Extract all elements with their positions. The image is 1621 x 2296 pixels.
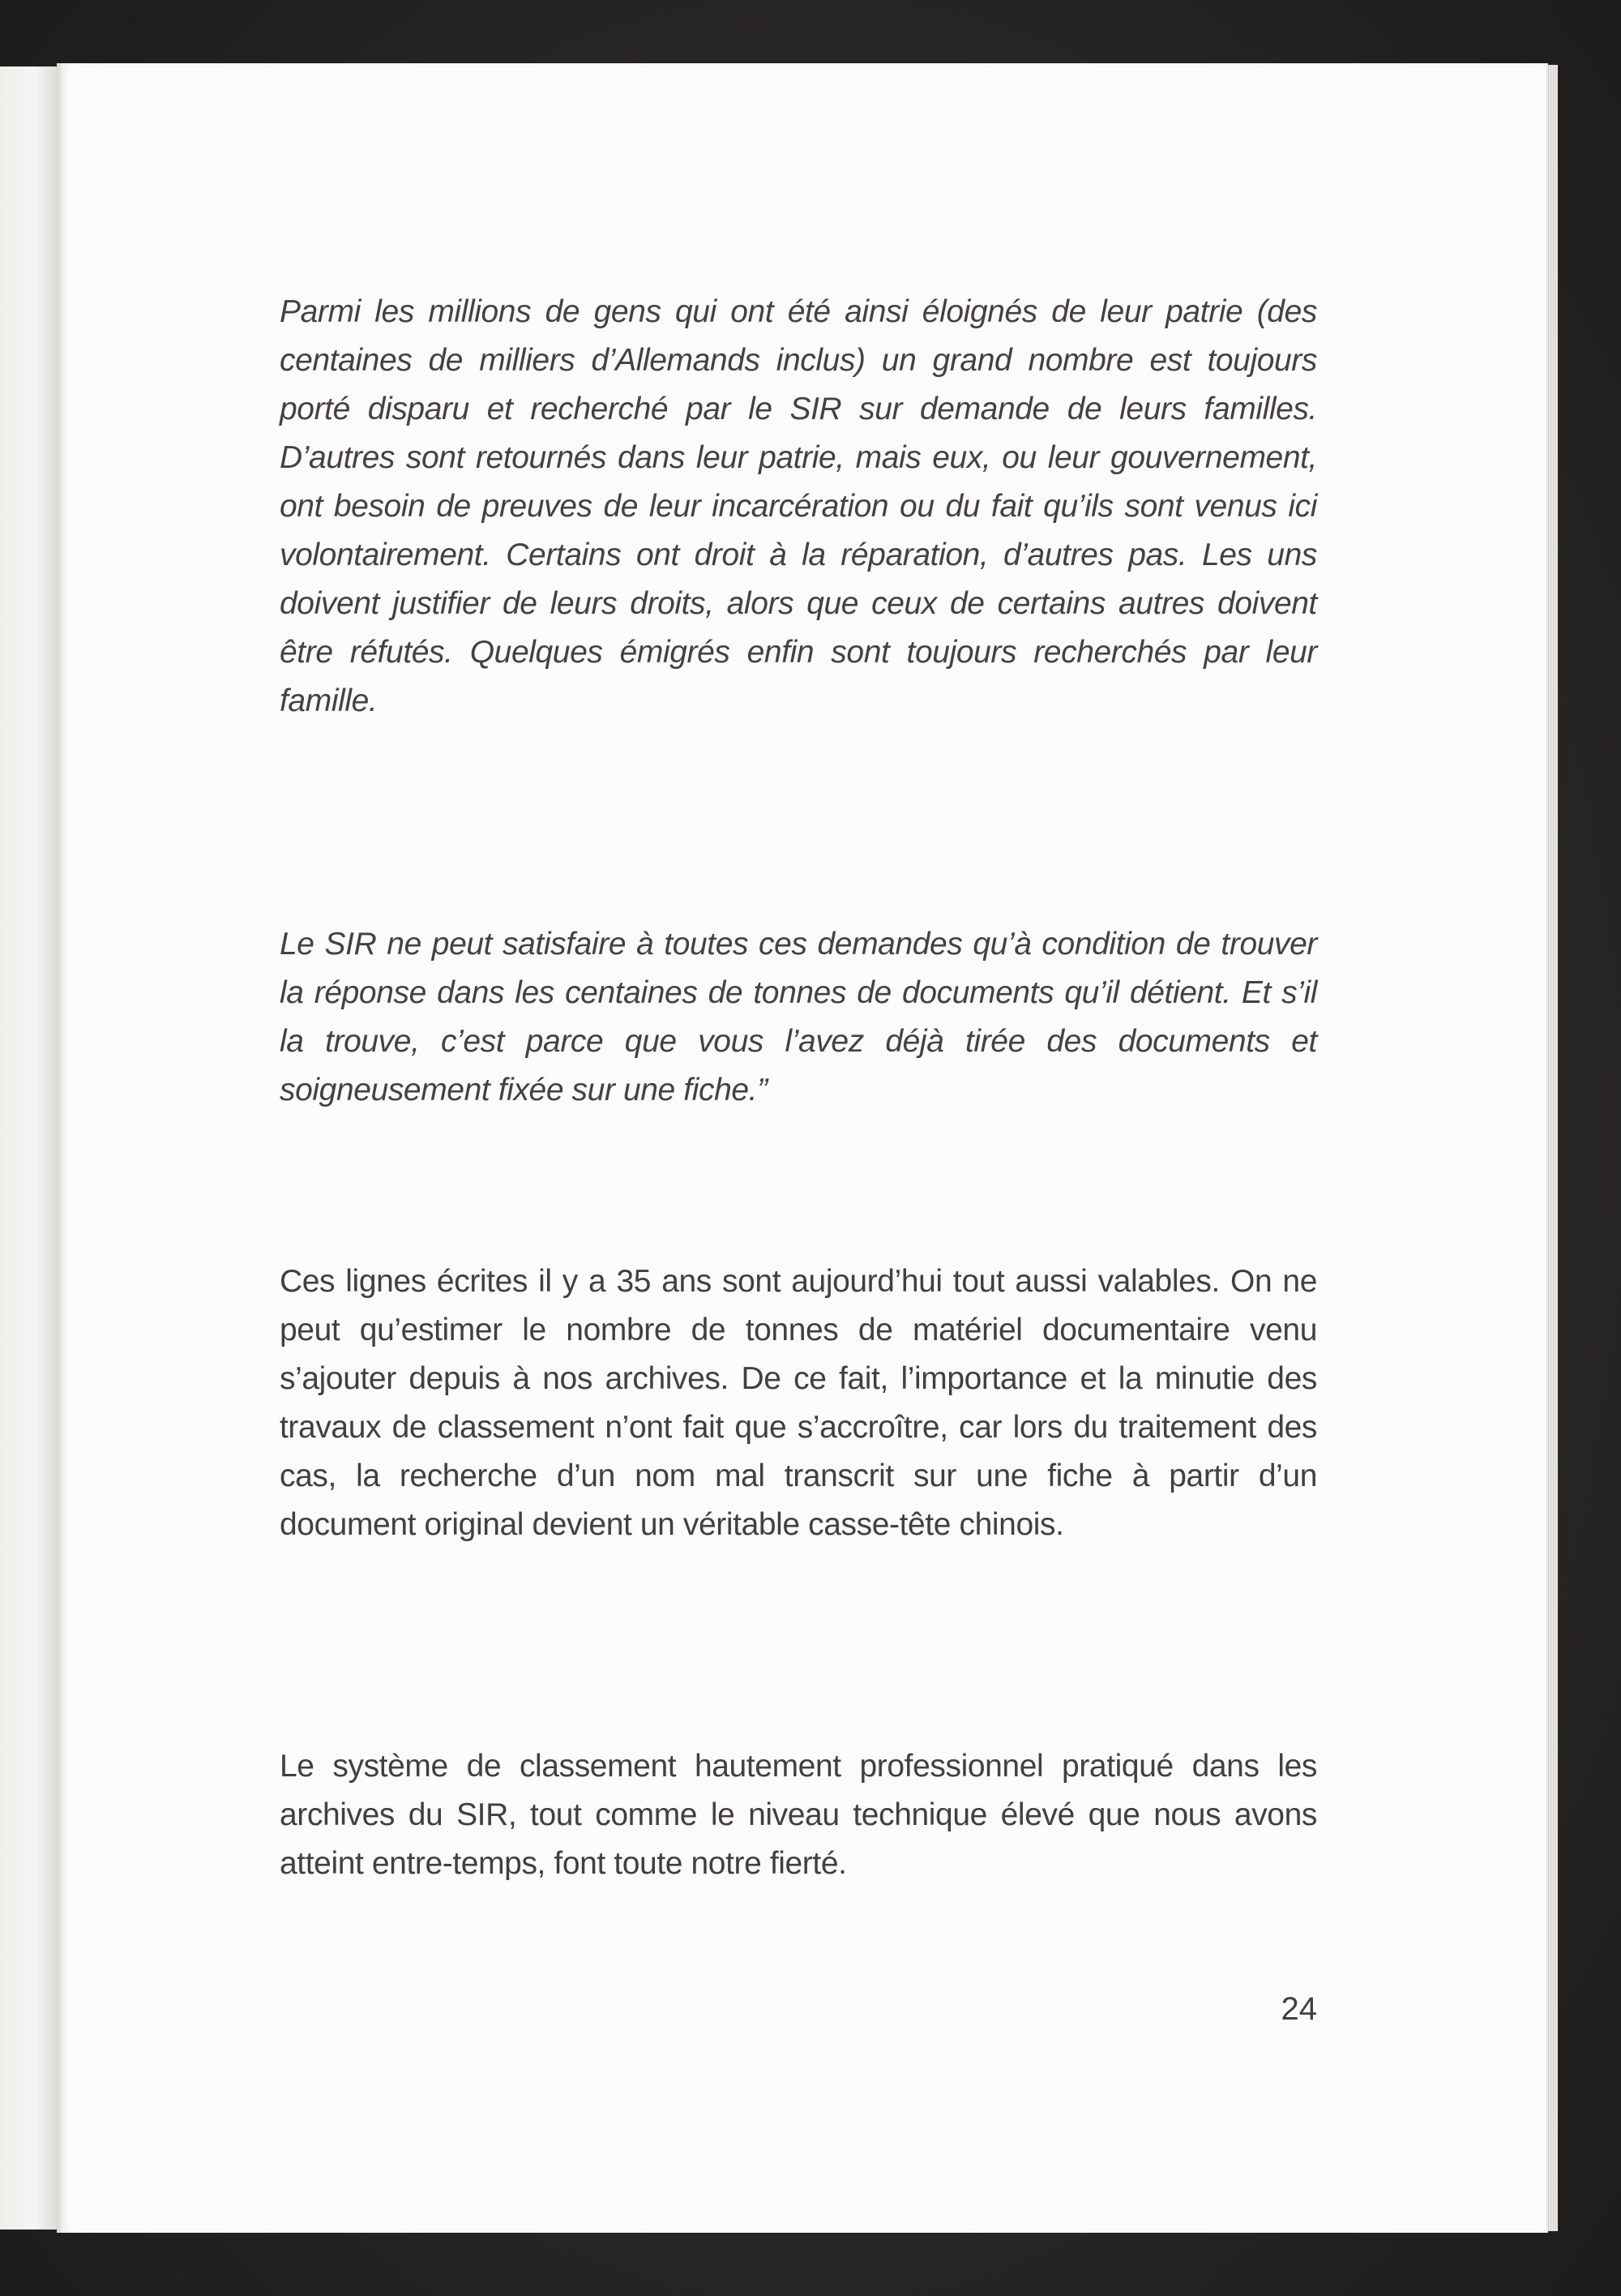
adjacent-page-edge [0, 66, 58, 2230]
page-stack-edge [1546, 65, 1558, 2231]
quote-paragraph-1: Parmi les millions de gens qui ont été ainsi éloignés de leur patrie (des centaines de milliers d’Allemands inclus) un grand nombre est toujours porté disparu et recherché par le SIR sur demande de leurs familles. D’autres sont retournés dans leur patrie, mais eux, ou leur gouvernement, ont besoin de preuves de leur incarcération ou du fait qu’ils sont venus ici volontairement. Certains ont droit à la réparation, d’autres pas. Les uns doivent justifier de leurs droits, alors que ceux de certains autres doivent être réfutés. Quelques émigrés enfin sont toujours recherchés par leur famille. [280, 294, 1317, 718]
body-paragraph-2: Le système de classement hautement professionnel pratiqué dans les archives du SIR, tout comme le niveau technique élevé que nous avons atteint entre-temps, font toute notre fierté. [280, 1749, 1317, 1881]
quote-paragraph-2: Le SIR ne peut satisfaire à toutes ces demandes qu’à condition de trouver la réponse dans les centaines de tonnes de documents qu’il détient. Et s’il la trouve, c’est parce que vous l’avez déjà tirée des documents et soigneusement fixée sur une fiche.” [280, 927, 1317, 1107]
page-number: 24 [1281, 1991, 1317, 2027]
body-paragraph-1: Ces lignes écrites il y a 35 ans sont aujourd’hui tout aussi valables. On ne peut qu’estimer le nombre de tonnes de matériel documentaire venu s’ajouter depuis à nos archives. De ce fait, l’importance et la minutie des travaux de classement n’ont fait que s’accroître, car lors du traitement des cas, la recherche d’un nom mal transcrit sur une fiche à partir d’un document original devient un véritable casse-tête chinois. [280, 1264, 1317, 1542]
